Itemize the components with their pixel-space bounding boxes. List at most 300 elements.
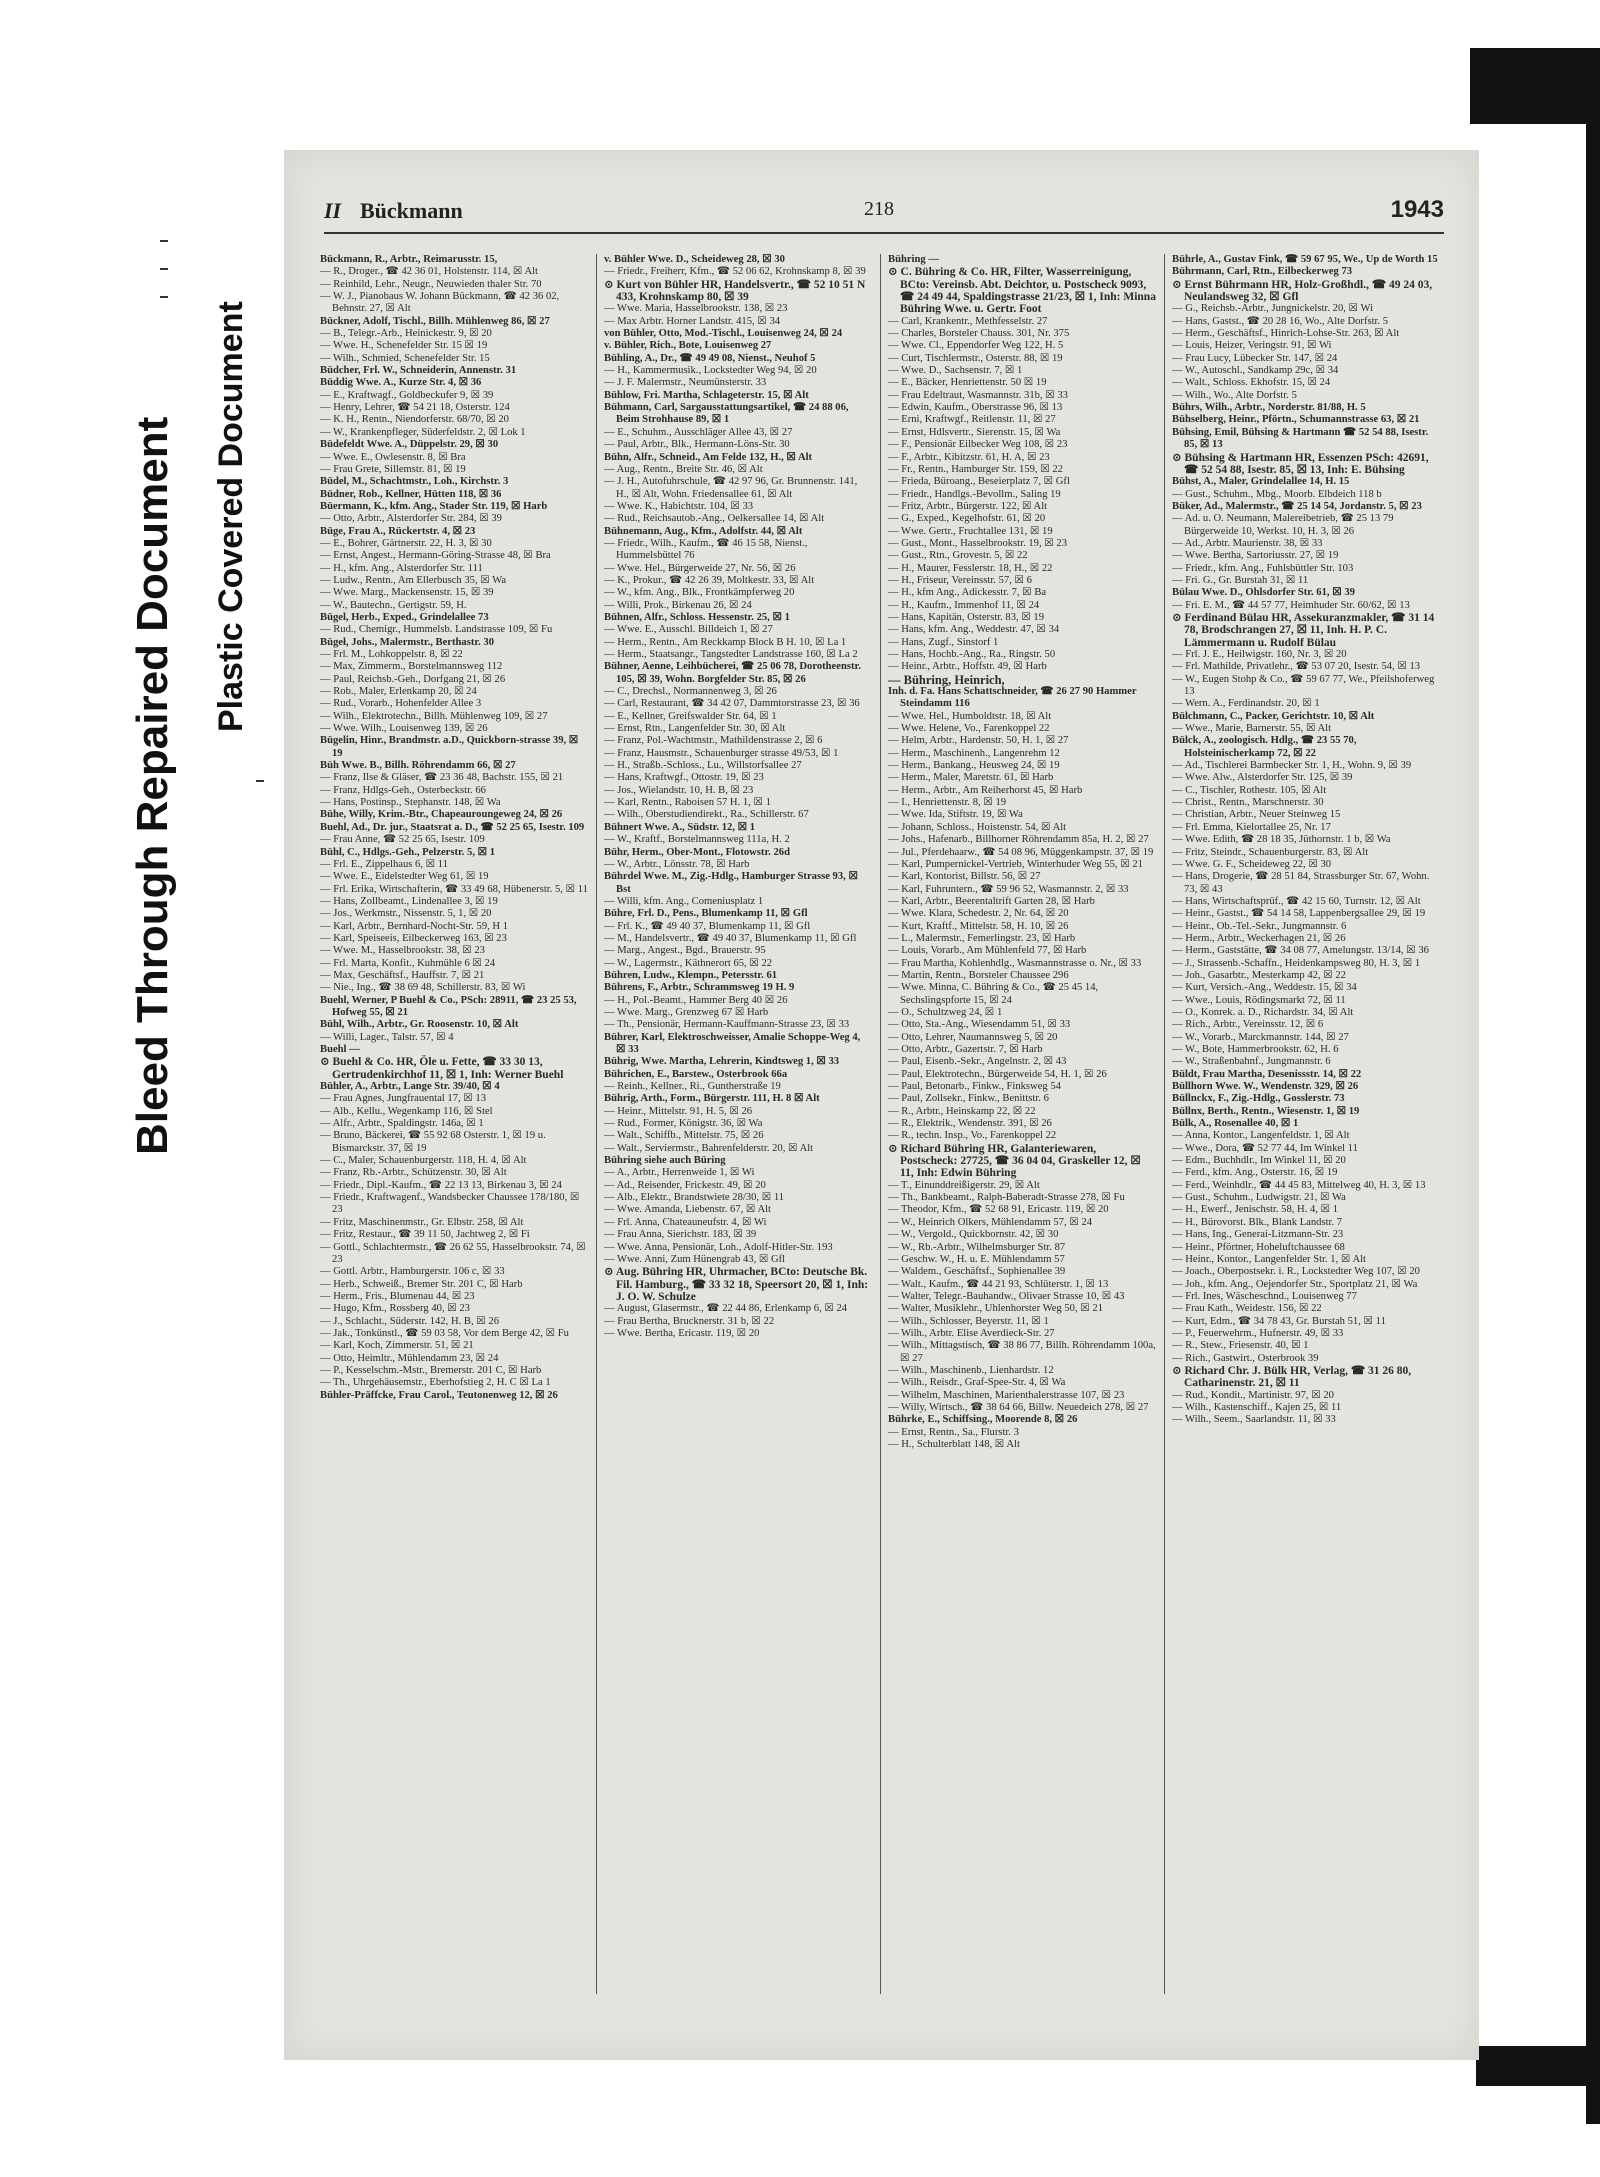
- directory-entry: — Wilh., Kastenschiff., Kajen 25, ☒ 11: [1172, 1401, 1342, 1413]
- directory-entry: Büdel, M., Schachtmstr., Loh., Kirchstr. 3: [320, 476, 509, 488]
- directory-entry: — K., Prokur., ☎ 42 26 39, Moltkestr. 33, ☒ Alt: [604, 574, 815, 586]
- directory-entry: — Wwe. E., Owlesenstr. 8, ☒ Bra: [320, 451, 466, 463]
- directory-entry: Bühren, Ludw., Klempn., Petersstr. 61: [604, 969, 778, 981]
- directory-entry: — Paul, Eisenb.-Sekr., Angelnstr. 2, ☒ 43: [888, 1056, 1067, 1068]
- volume-number: II: [324, 198, 342, 223]
- directory-entry: — O., Schultzweg 24, ☒ 1: [888, 1006, 1003, 1018]
- directory-entry: — Frau Lucy, Lübecker Str. 147, ☒ 24: [1172, 352, 1338, 364]
- directory-entry: — Rud., Former, Königstr. 36, ☒ Wa: [604, 1118, 763, 1130]
- directory-entry: — Max Arbtr. Horner Landstr. 415, ☒ 34: [604, 315, 781, 327]
- directory-entry: Bühling, A., Dr., ☎ 49 49 08, Nienst., Neuhof 5: [604, 352, 816, 364]
- directory-entry: — Th., Pensionär, Hermann-Kauffmann-Strasse 23, ☒ 33: [604, 1019, 850, 1031]
- directory-entry: — Walter, Telegr.-Bauhandw., Olivaer Strasse 10, ☒ 43: [888, 1290, 1125, 1302]
- bleed-through-repaired-label: Bleed Through Repaired Document: [128, 416, 177, 1155]
- directory-entry: — C., Drechsl., Normannenweg 3, ☒ 26: [604, 686, 777, 698]
- directory-entry: Bühler-Präffcke, Frau Carol., Teutonenweg 12, ☒ 26: [320, 1389, 558, 1401]
- directory-entry: — Wwe. G. F., Scheideweg 22, ☒ 30: [1172, 858, 1332, 870]
- directory-entry: — H., kfm Ang., Adickesstr. 7, ☒ Ba: [888, 587, 1047, 599]
- directory-entry: — Frieda, Büroang., Beseierplatz 7, ☒ Gfl: [888, 476, 1070, 488]
- directory-entry: — Wwe. Anni, Zum Hünengrab 43, ☒ Gfl: [604, 1253, 786, 1265]
- directory-entry: Bühn, Alfr., Schneid., Am Felde 132, H., ☒ Alt: [604, 451, 813, 463]
- header-rule: [324, 232, 1444, 234]
- directory-entry: Bühring —: [888, 254, 939, 265]
- directory-entry: Bühnemann, Aug., Kfm., Adolfstr. 44, ☒ Alt: [604, 525, 803, 537]
- directory-entry: — H., kfm. Ang., Alsterdorfer Str. 111: [320, 562, 483, 574]
- directory-entry: — Curt, Tischlermstr., Osterstr. 88, ☒ 19: [888, 352, 1063, 364]
- directory-entry: — Willi, Prok., Birkenau 26, ☒ 24: [604, 599, 752, 611]
- directory-entry: — G., Reichsb.-Arbtr., Jungnickelstr. 20, ☒ Wi: [1172, 303, 1374, 315]
- directory-entry: — M., Handelsvertr., ☎ 49 40 37, Blumenkamp 11, ☒ Gfl: [604, 932, 857, 944]
- directory-entry: — Gust., Schuhm., Ludwigstr. 21, ☒ Wa: [1172, 1192, 1346, 1204]
- directory-entry: — Hans, Ing., Generai-Litzmann-Str. 23: [1172, 1229, 1344, 1241]
- directory-entry: — Wwe. D., Sachsenstr. 7, ☒ 1: [888, 365, 1023, 377]
- directory-entry: Bühlow, Fri. Martha, Schlageterstr. 15, ☒ Alt: [604, 389, 809, 401]
- directory-entry: — Johann, Schloss., Hoistenstr. 54, ☒ Alt: [888, 821, 1067, 833]
- directory-entry: ⊙ Ferdinand Bülau HR, Assekuranzmakler, ☎ 31 14 78, Brodschrangen 27, ☒ 11, Inh. H. P. C. Lämmermann u. Rudolf Bülau: [1172, 611, 1435, 649]
- directory-entry: Inh. d. Fa. Hans Schattschneider, ☎ 26 27 90 Hammer Steindamm 116: [888, 686, 1137, 710]
- directory-entry: Bügeł, Johs., Malermstr., Berthastr. 30: [320, 636, 494, 648]
- directory-entry: — L., Malermstr., Femerlingstr. 23, ☒ Harb: [888, 932, 1076, 944]
- year: 1943: [1390, 196, 1444, 223]
- directory-entry: — Jak., Tonkünstl., ☎ 59 03 58, Vor dem Berge 42, ☒ Fu: [320, 1327, 569, 1339]
- directory-entry: — Friedr., kfm. Ang., Fuhlsbüttler Str. 103: [1172, 562, 1354, 574]
- directory-entry: ⊙ Richard Chr. J. Bülk HR, Verlag, ☎ 31 26 80, Catharinenstr. 21, ☒ 11: [1172, 1364, 1412, 1390]
- directory-entry: Bühnert Wwe. A., Südstr. 12, ☒ 1: [604, 821, 756, 833]
- directory-entry: Bühselberg, Heinr., Pförtn., Schumannstrasse 63, ☒ 21: [1172, 414, 1420, 426]
- directory-entry: — Karl, Arbtr., Bernhard-Nocht-Str. 59, H 1: [320, 920, 509, 932]
- directory-entry: ⊙ Richard Bühring HR, Galanteriewaren, Postscheck: 27725, ☎ 36 04 04, Graskeller 12, ☒ 11, Inh: Edwin Bühring: [888, 1142, 1141, 1180]
- directory-entry: Büdefeldt Wwe. A., Düppelstr. 29, ☒ 30: [320, 439, 499, 451]
- directory-entry: — I., Henriettenstr. 8, ☒ 19: [888, 797, 1007, 809]
- directory-entry: — Wwe. Marg., Grenzweg 67 ☒ Harb: [604, 1006, 769, 1018]
- directory-entry: — Willi, kfm. Ang., Comeniusplatz 1: [604, 895, 764, 907]
- directory-entry: — Wwe. H., Schenefelder Str. 15 ☒ 19: [320, 340, 488, 352]
- directory-entry: — Hans, Postinsp., Stephanstr. 148, ☒ Wa: [320, 797, 501, 809]
- directory-entry: — Otto, Lehrer, Naumannsweg 5, ☒ 20: [888, 1031, 1058, 1043]
- directory-entry: — H., Schulterblatt 148, ☒ Alt: [888, 1439, 1020, 1450]
- directory-entry: — Wilh., Seem., Saarlandstr. 11, ☒ 33: [1172, 1414, 1336, 1426]
- directory-entry: — Wwe. Anna, Pensionär, Loh., Adolf-Hitler-Str. 193: [604, 1241, 833, 1253]
- directory-entry: Bührig, Wwe. Martha, Lehrerin, Kindtsweg 1, ☒ 33: [604, 1056, 840, 1068]
- directory-entry: — Nie., Ing., ☎ 38 69 48, Schillerstr. 83, ☒ Wi: [320, 982, 526, 994]
- directory-entry: — Fri. G., Gr. Burstah 31, ☒ 11: [1172, 574, 1309, 586]
- directory-entry: ⊙ Buehl & Co. HR, Öle u. Fette, ☎ 33 30 13, Gertrudenkirchhof 11, ☒ 1, Inh: Werner Buehl: [320, 1056, 564, 1081]
- scan-border-right: [1586, 124, 1600, 2124]
- directory-entry: Bühnen, Alfr., Schloss. Hessenstr. 25, ☒ 1: [604, 611, 790, 623]
- directory-entry: Bührig, Arth., Form., Bürgerstr. 111, H. 8 ☒ Alt: [604, 1093, 820, 1105]
- directory-entry: — Franz, Rb.-Arbtr., Schützenstr. 30, ☒ Alt: [320, 1167, 507, 1179]
- directory-entry: — Karl, Koch, Zimmerstr. 51, ☒ 21: [320, 1340, 474, 1352]
- directory-entry: — G., Exped., Kegelhofstr. 61, ☒ 20: [888, 513, 1046, 525]
- directory-entry: — H., Ewerf., Jenischstr. 58, H. 4, ☒ 1: [1172, 1204, 1339, 1216]
- directory-entry: — Herm., Geschäftsf., Hinrich-Lohse-Str. 263, ☒ Alt: [1172, 328, 1400, 340]
- directory-entry: — Wwe. M., Hasselbrookstr. 38, ☒ 23: [320, 945, 485, 957]
- directory-entry: — Wilh., Arbtr. Elise Averdieck-Str. 27: [888, 1327, 1055, 1339]
- directory-entry: Bühre, Frl. D., Pens., Blumenkamp 11, ☒ Gfl: [604, 908, 808, 920]
- directory-entry: — E., Bäcker, Henriettenstr. 50 ☒ 19: [888, 377, 1047, 389]
- directory-entry: — Franz, Ilse & Gläser, ☎ 23 36 48, Bachstr. 155, ☒ 21: [320, 772, 564, 784]
- directory-entry: v. Bühler Wwe. D., Scheideweg 28, ☒ 30: [604, 254, 785, 265]
- directory-entry: — Willi, Lager., Talstr. 57, ☒ 4: [320, 1031, 454, 1043]
- directory-entry: — Anna, Kontor., Langenfeldstr. 1, ☒ Alt: [1172, 1130, 1350, 1142]
- directory-entry: — Rich., Gastwirt., Osterbrook 39: [1172, 1352, 1319, 1364]
- directory-column-4: [1172, 254, 1440, 2014]
- directory-entry: — Th., Bankbeamt., Ralph-Baberadt-Strasse 278, ☒ Fu: [888, 1192, 1125, 1204]
- directory-entry: — Louis, Heizer, Veringstr. 91, ☒ Wi: [1172, 340, 1332, 352]
- directory-columns: [320, 254, 1440, 2014]
- directory-entry: — H., Kammermusik., Lockstedter Weg 94, ☒ 20: [604, 365, 817, 377]
- directory-entry: Büdner, Rob., Kellner, Hütten 118, ☒ 36: [320, 488, 502, 500]
- directory-entry: — Herm., Rentn., Am Reckkamp Block B H. 10, ☒ La 1: [604, 636, 847, 648]
- directory-entry: — Kurt, Edm., ☎ 34 78 43, Gr. Burstah 51, ☒ 11: [1172, 1315, 1386, 1327]
- directory-entry: — Theodor, Kfm., ☎ 52 68 91, Ericastr. 119, ☒ 20: [888, 1204, 1109, 1216]
- directory-entry: — Kurt, Kraftf., Mittelstr. 58, H. 10, ☒ 26: [888, 920, 1069, 932]
- directory-entry: — Reinhild, Lehr., Neugr., Neuwieden thaler Str. 70: [320, 278, 542, 290]
- directory-entry: — Kurt, Versich.-Ang., Weddestr. 15, ☒ 34: [1172, 982, 1357, 994]
- directory-entry: — Wwe. Klara, Schedestr. 2, Nr. 64, ☒ 20: [888, 908, 1069, 920]
- directory-entry: — Rud., Reichsautob.-Ang., Oelkersallee 14, ☒ Alt: [604, 513, 825, 525]
- directory-entry: — Ad., Tischlerei Barmbecker Str. 1, H., Wohn. 9, ☒ 39: [1172, 760, 1412, 772]
- directory-entry: — Heinr., Mittelstr. 91, H. 5, ☒ 26: [604, 1105, 753, 1117]
- directory-entry: Büldt, Frau Martha, Desenissstr. 14, ☒ 22: [1172, 1068, 1362, 1080]
- directory-entry: — Gottl. Arbtr., Hamburgerstr. 106 c, ☒ 33: [320, 1266, 505, 1278]
- directory-entry: — Wwe. Bertha, Ericastr. 119, ☒ 20: [604, 1327, 760, 1339]
- directory-entry: — Franz, Hausmstr., Schauenburger strasse 49/53, ☒ 1: [604, 747, 839, 759]
- directory-entry: — C., Tischler, Rothestr. 105, ☒ Alt: [1172, 784, 1327, 796]
- directory-entry: — B., Telegr.-Arb., Heinickestr. 9, ☒ 20: [320, 328, 492, 340]
- directory-entry: — W., Krankenpfleger, Süderfeldstr. 2, ☒ Lok 1: [320, 426, 526, 438]
- directory-entry: — Herm., Maschinenh., Langenrehm 12: [888, 747, 1060, 759]
- directory-entry: Bügelin, Hinr., Brandmstr. a.D., Quickborn-strasse 39, ☒ 19: [320, 735, 579, 759]
- directory-entry: — Rob., Maler, Erlenkamp 20, ☒ 24: [320, 686, 477, 698]
- directory-entry: — W., Autoschl., Sandkamp 29c, ☒ 34: [1172, 365, 1339, 377]
- directory-entry: — Paul, Arbtr., Blk., Hermann-Löns-Str. 30: [604, 439, 790, 451]
- directory-entry: — Alb., Kellu., Wegenkamp 116, ☒ Stel: [320, 1105, 493, 1117]
- directory-entry: — Marg., Angest., Bgd., Brauerstr. 95: [604, 945, 766, 957]
- directory-entry: Bühst, A., Maler, Grindelallee 14, H. 15: [1172, 476, 1350, 488]
- directory-entry: — W., Bote, Hammerbrookstr. 62, H. 6: [1172, 1044, 1339, 1055]
- directory-entry: Bülck, A., zoologisch. Hdlg., ☎ 23 55 70, Holsteinischerkamp 72, ☒ 22: [1172, 735, 1357, 759]
- directory-entry: — Fritz, Arbtr., Bürgerstr. 122, ☒ Alt: [888, 500, 1048, 512]
- directory-entry: Bülchmann, C., Packer, Gerichtstr. 10, ☒ Alt: [1172, 710, 1375, 722]
- directory-entry: — W., Kraftf., Borstelmannsweg 111a, H. 2: [604, 834, 790, 846]
- directory-entry: — H., Pol.-Beamt., Hammer Berg 40 ☒ 26: [604, 994, 788, 1006]
- directory-entry: — Ludw., Rentn., Am Ellerbusch 35, ☒ Wa: [320, 574, 507, 586]
- directory-entry: — Wilh., Wo., Alte Dorfstr. 5: [1172, 389, 1297, 401]
- directory-entry: — Frl. M., Lohkoppelstr. 8, ☒ 22: [320, 649, 463, 660]
- directory-entry: — Frau Anne, ☎ 52 25 65, Isestr. 109: [320, 834, 485, 846]
- directory-entry: — Bruno, Bäckerei, ☎ 55 92 68 Osterstr. 1, ☒ 19 u. Bismarckstr. 37, ☒ 19: [320, 1130, 546, 1154]
- directory-entry: — R., Droger., ☎ 42 36 01, Holstenstr. 114, ☒ Alt: [320, 266, 538, 278]
- directory-entry: — Th., Uhrgehäusemstr., Eberhofstieg 2, H. C ☒ La 1: [320, 1377, 551, 1389]
- crop-tick: [256, 780, 264, 782]
- directory-entry: — Herb., Schweiß., Bremer Str. 201 C, ☒ Harb: [320, 1278, 523, 1290]
- directory-entry: — Wwe., Dora, ☎ 52 77 44, Im Winkel 11: [1172, 1142, 1358, 1154]
- directory-entry: — Heinr., Gastst., ☎ 54 14 58, Lappenbergsallee 29, ☒ 19: [1172, 908, 1426, 920]
- directory-entry: — Hans, Zollbeamt., Lindenallee 3, ☒ 19: [320, 895, 498, 907]
- directory-entry: — Walt., Schiffb., Mittelstr. 75, ☒ 26: [604, 1130, 764, 1142]
- directory-entry: — Franz, Hdlgs-Geh., Osterbeckstr. 66: [320, 784, 486, 796]
- directory-entry: — H., Straßb.-Schloss., Lu., Willstorfsallee 27: [604, 760, 802, 772]
- directory-entry: — E., Bohrer, Gärtnerstr. 22, H. 3, ☒ 30: [320, 537, 492, 549]
- directory-entry: Büker, Ad., Malermstr., ☎ 25 14 54, Jordanstr. 5, ☒ 23: [1172, 500, 1422, 512]
- plastic-covered-label: Plastic Covered Document: [212, 301, 250, 732]
- crop-tick: [160, 268, 168, 270]
- directory-entry: — Gust., Mont., Hasselbrookstr. 19, ☒ 23: [888, 537, 1067, 549]
- directory-entry: Bückmann, R., Arbtr., Reimarusstr. 15,: [320, 254, 498, 265]
- directory-entry: — Hans, kfm. Ang., Weddestr. 47, ☒ 34: [888, 624, 1060, 636]
- directory-entry: — Franz, Pol.-Wachtmstr., Mathildenstrasse 2, ☒ 6: [604, 735, 823, 747]
- directory-page: [284, 150, 1479, 2060]
- directory-entry: — Wwe. E., Eidelstedter Weg 61, ☒ 19: [320, 871, 489, 883]
- directory-entry: — Frl. J. E., Heilwigstr. 160, Nr. 3, ☒ 20: [1172, 649, 1347, 660]
- directory-entry: — Wilh., Elektrotechn., Billh. Mühlenweg 109, ☒ 27: [320, 710, 548, 722]
- directory-entry: — Walt., Serviermstr., Bahrenfelderstr. 20, ☒ Alt: [604, 1142, 814, 1154]
- directory-entry: — Wwe. Bertha, Sartoriusstr. 27, ☒ 19: [1172, 550, 1339, 562]
- directory-entry: — Friedr., Dipl.-Kaufm., ☎ 22 13 13, Birkenau 3, ☒ 24: [320, 1179, 562, 1191]
- directory-entry: — J. H., Autofuhrschule, ☎ 42 97 96, Gr. Brunnenstr. 141, H., ☒ Alt, Wohn. Friedensallee 61, ☒ Alt: [604, 476, 858, 500]
- directory-entry: — Joh., kfm. Ang., Oejendorfer Str., Sportplatz 21, ☒ Wa: [1172, 1278, 1418, 1290]
- directory-entry: — R., Stew., Friesenstr. 40, ☒ 1: [1172, 1340, 1309, 1352]
- directory-entry: ⊙ C. Bühring & Co. HR, Filter, Wasserreinigung, BCto: Vereinsb. Abt. Deichtor, u. Postscheck 9093, ☎ 24 49 44, Spaldingstrasse 21/23, ☒ 1, Inh: Minna Bühring Wwe. u. Gertr. Foot: [888, 266, 1156, 316]
- directory-entry: v. Bühler, Rich., Bote, Louisenweg 27: [604, 340, 772, 352]
- directory-entry: — W., Eugen Stohp & Co., ☎ 59 67 77, We., Pfeilshoferweg 13: [1172, 673, 1435, 698]
- directory-entry: — P., Feuerwehrm., Hufnerstr. 49, ☒ 33: [1172, 1327, 1344, 1339]
- directory-entry: Bügel, Herb., Exped., Grindelallee 73: [320, 611, 489, 623]
- directory-column-2: [604, 254, 872, 2014]
- directory-entry: — R., Elektrik., Wendenstr. 391, ☒ 26: [888, 1118, 1052, 1130]
- crop-tick: [160, 296, 168, 298]
- directory-entry: — H., Bürovorst. Blk., Blank Landstr. 7: [1172, 1216, 1343, 1228]
- directory-entry: — W., kfm. Ang., Blk., Frontkämpferweg 20: [604, 587, 795, 599]
- directory-entry: — Fritz, Steindr., Schauenburgerstr. 83, ☒ Alt: [1172, 846, 1369, 858]
- directory-entry: Bühmann, Carl, Sargausstattungsartikel, ☎ 24 88 06, Beim Strohhause 89, ☒ 1: [604, 402, 849, 426]
- directory-entry: Bührle, A., Gustav Fink, ☎ 59 67 95, We., Up de Worth 15: [1172, 254, 1438, 265]
- directory-entry: — Herm., Arbtr., Weckerhagen 21, ☒ 26: [1172, 932, 1346, 944]
- directory-entry: — Wilh., Oberstudiendirekt., Ra., Schillerstr. 67: [604, 809, 809, 821]
- directory-entry: — Ernst, Rentn., Sa., Flurstr. 3: [888, 1426, 1019, 1438]
- directory-entry: — Paul, Reichsb.-Geh., Dorfgang 21, ☒ 26: [320, 673, 506, 685]
- directory-entry: — Wwe. Hel., Humboldtstr. 18, ☒ Alt: [888, 710, 1052, 722]
- directory-entry: — Ferd., kfm. Ang., Osterstr. 16, ☒ 19: [1172, 1167, 1338, 1179]
- directory-entry: Bülau Wwe. D., Ohlsdorfer Str. 61, ☒ 39: [1172, 587, 1355, 599]
- directory-entry: — Ferd., Weinhdlr., ☎ 44 45 83, Mittelweg 40, H. 3, ☒ 13: [1172, 1179, 1426, 1191]
- directory-entry: ⊙ Kurt von Bühler HR, Handelsvertr., ☎ 52 10 51 N 433, Krohnskamp 80, ☒ 39: [604, 278, 866, 304]
- directory-entry: Büh Wwe. B., Billh. Röhrendamm 66, ☒ 27: [320, 760, 516, 772]
- directory-entry: — Hans, Zugf., Sinstorf 1: [888, 636, 999, 648]
- directory-entry: — Jos., Werkmstr., Nissenstr. 5, 1, ☒ 20: [320, 908, 492, 920]
- directory-entry: — Wwe. Hel., Bürgerweide 27, Nr. 56, ☒ 26: [604, 562, 796, 574]
- directory-entry: — F., Arbtr., Kibitzstr. 61, H. A, ☒ 23: [888, 451, 1050, 463]
- directory-entry: — Joh., Gasarbtr., Mesterkamp 42, ☒ 22: [1172, 969, 1346, 981]
- directory-entry: — Aug., Rentn., Breite Str. 46, ☒ Alt: [604, 463, 763, 475]
- column-rule: [1164, 254, 1165, 1994]
- directory-entry: — Wwe. Alw., Alsterdorfer Str. 125, ☒ 39: [1172, 772, 1353, 784]
- directory-entry: — Carl, Restaurant, ☎ 34 42 07, Dammtorstrasse 23, ☒ 36: [604, 698, 860, 710]
- directory-entry: — Hans, Kapitän, Osterstr. 83, ☒ 19: [888, 611, 1045, 623]
- directory-entry: — Ernst, Rtn., Langenfelder Str. 30, ☒ Alt: [604, 723, 786, 735]
- directory-entry: — Friedr., Freiherr, Kfm., ☎ 52 06 62, Krohnskamp 8, ☒ 39: [604, 266, 866, 278]
- directory-entry: — Fr., Rentn., Hamburger Str. 159, ☒ 22: [888, 463, 1063, 475]
- directory-entry: Bührens, F., Arbtr., Schrammsweg 19 H. 9: [604, 982, 795, 994]
- directory-entry: — Herm., Arbtr., Am Reiherhorst 45, ☒ Harb: [888, 784, 1083, 796]
- directory-entry: — August, Glasermstr., ☎ 22 44 86, Erlenkamp 6, ☒ 24: [604, 1303, 848, 1315]
- directory-entry: Bückner, Adolf, Tischl., Billh. Mühlenweg 86, ☒ 27: [320, 315, 550, 327]
- directory-entry: Bührer, Karl, Elektroschweisser, Amalie Schoppe-Weg 4, ☒ 33: [604, 1031, 861, 1055]
- directory-entry: — Hans, Wirtschaftsprüf., ☎ 42 15 60, Turnstr. 12, ☒ Alt: [1172, 895, 1421, 907]
- running-head-name: Bückmann: [360, 198, 463, 223]
- directory-entry: — Herm., Staatsangr., Tangstedter Landstrasse 160, ☒ La 2: [604, 649, 858, 660]
- directory-entry: — Gottl., Schlachtermstr., ☎ 26 62 55, Hasselbrookstr. 74, ☒ 23: [320, 1241, 586, 1265]
- directory-entry: — Friedr., Wilh., Kaufm., ☎ 46 15 58, Nienst., Hummelsbüttel 76: [604, 537, 808, 562]
- directory-entry: — Rud., Chemigr., Hummelsb. Landstrasse 109, ☒ Fu: [320, 624, 553, 636]
- directory-entry: — Wilh., Schlosser, Beyerstr. 11, ☒ 1: [888, 1315, 1049, 1327]
- directory-entry: — J. F. Malermstr., Neumünsterstr. 33: [604, 377, 767, 389]
- directory-entry: Bührke, E., Schiffsing., Moorende 8, ☒ 26: [888, 1414, 1078, 1426]
- directory-entry: Büddig Wwe. A., Kurze Str. 4, ☒ 36: [320, 377, 482, 389]
- directory-entry: — Karl, Speiseeis, Eilbeckerweg 163, ☒ 23: [320, 932, 507, 944]
- directory-entry: — Frl. K., ☎ 49 40 37, Blumenkamp 11, ☒ Gfl: [604, 920, 811, 932]
- directory-entry: — Waldem., Geschäftsf., Sophienallee 39: [888, 1266, 1066, 1278]
- directory-entry: — Johs., Hafenarb., Billhorner Röhrendamm 85a, H. 2, ☒ 27: [888, 834, 1149, 846]
- directory-entry: — Charles, Borsteler Chauss. 301, Nr. 375: [888, 328, 1070, 340]
- directory-entry: Buehl, Ad., Dr. jur., Staatsrat a. D., ☎ 52 25 65, Isestr. 109: [320, 821, 585, 833]
- directory-entry: — Max, Geschäftsf., Hauffstr. 7, ☒ 21: [320, 969, 485, 981]
- directory-entry: — Fri. E. M., ☎ 44 57 77, Heimhuder Str. 60/62, ☒ 13: [1172, 599, 1410, 611]
- directory-entry: Bührdel Wwe. M., Zig.-Hdlg., Hamburger Strasse 93, ☒ Bst: [604, 871, 858, 895]
- directory-entry: — E., Kellner, Greifswalder Str. 64, ☒ 1: [604, 710, 777, 722]
- directory-entry: — Heinr., Pförtner, Hoheluftchaussee 68: [1172, 1241, 1345, 1253]
- column-rule: [880, 254, 881, 1994]
- directory-entry: — O., Konrek. a. D., Richardstr. 34, ☒ Alt: [1172, 1006, 1354, 1018]
- directory-entry: — W., Lagermstr., Käthnerort 65, ☒ 22: [604, 957, 773, 969]
- directory-entry: — Frl. Emma, Kielortallee 25, Nr. 17: [1172, 821, 1331, 833]
- directory-entry: — Friedr., Kraftwagenf., Wandsbecker Chaussee 178/180, ☒ 23: [320, 1192, 580, 1216]
- directory-entry: — Frl. Marta, Konfit., Kuhmühle 6 ☒ 24: [320, 957, 496, 969]
- directory-entry: — Fritz, Maschinenmstr., Gr. Elbstr. 258, ☒ Alt: [320, 1216, 524, 1228]
- page-header: [324, 198, 1444, 228]
- directory-entry: — H., Kaufm., Immenhof 11, ☒ 24: [888, 599, 1040, 611]
- directory-entry: — Friedr., Handlgs.-Bevollm., Saling 19: [888, 488, 1061, 500]
- directory-entry: — H., Maurer, Fesslerstr. 18, H., ☒ 22: [888, 562, 1053, 574]
- directory-entry: — W., Vergold., Quickbornstr. 42, ☒ 30: [888, 1229, 1059, 1241]
- directory-entry: — Wwe. Amanda, Liebenstr. 67, ☒ Alt: [604, 1204, 772, 1216]
- directory-entry: — K. H., Rentn., Niendorferstr. 68/70, ☒ 20: [320, 414, 509, 426]
- directory-entry: — Frau Anna, Sierichstr. 183, ☒ 39: [604, 1229, 757, 1241]
- directory-entry: — Frau Kath., Weidestr. 156, ☒ 22: [1172, 1303, 1322, 1315]
- directory-entry: — Wwe. Helene, Vo., Farenkoppel 22: [888, 723, 1050, 735]
- directory-entry: — Wwe. Marg., Mackensenstr. 15, ☒ 39: [320, 587, 494, 599]
- directory-entry: — Wwe., Louis, Rödingsmarkt 72, ☒ 11: [1172, 994, 1346, 1006]
- scan-border-top-right: [1470, 48, 1600, 124]
- directory-entry: — Gust., Rtn., Grovestr. 5, ☒ 22: [888, 550, 1028, 562]
- directory-entry: — Karl, Fuhruntern., ☎ 59 96 52, Wasmannstr. 2, ☒ 33: [888, 883, 1129, 895]
- directory-entry: — Alb., Elektr., Brandstwiete 28/30, ☒ 11: [604, 1192, 785, 1204]
- directory-entry: — Jos., Wielandstr. 10, H. B, ☒ 23: [604, 784, 754, 796]
- directory-entry: — Walter, Musiklehr., Uhlenhorster Weg 50, ☒ 21: [888, 1303, 1103, 1315]
- directory-entry: — A., Arbtr., Herrenweide 1, ☒ Wi: [604, 1167, 755, 1179]
- directory-entry: — Edm., Buchhdlr., Im Winkel 11, ☒ 20: [1172, 1155, 1346, 1167]
- directory-entry: — Reinh., Kellner., Ri., Guntherstraße 19: [604, 1081, 781, 1093]
- directory-entry: — Wwe., Marie, Barnerstr. 55, ☒ Alt: [1172, 723, 1332, 735]
- column-rule: [596, 254, 597, 1994]
- directory-entry: — W. J., Pianobaus W. Johann Bückmann, ☎ 42 36 02, Behnstr. 27, ☒ Alt: [320, 291, 560, 315]
- directory-entry: Bührichen, E., Barstew., Osterbrook 66a: [604, 1068, 788, 1080]
- directory-entry: — R., techn. Insp., Vo., Farenkoppel 22: [888, 1130, 1057, 1142]
- directory-entry: — Hugo, Kfm., Rossberg 40, ☒ 23: [320, 1303, 470, 1315]
- page-number: 218: [864, 198, 894, 220]
- directory-entry: Bühsing, Emil, Bühsing & Hartmann ☎ 52 54 88, Isestr. 85, ☒ 13: [1172, 426, 1429, 451]
- directory-entry: Buehl, Werner, P Buehl & Co., PSch: 28911, ☎ 23 25 53, Hofweg 55, ☒ 21: [320, 994, 577, 1018]
- directory-entry: — J., Schlacht., Süderstr. 142, H. B, ☒ 26: [320, 1315, 499, 1327]
- directory-entry: — Joach., Oberpostsekr. i. R., Lockstedter Weg 107, ☒ 20: [1172, 1266, 1420, 1278]
- directory-entry: — Frau Grete, Sillemstr. 81, ☒ 19: [320, 463, 466, 475]
- directory-entry: Büllnx, Berth., Rentn., Wiesenstr. 1, ☒ 19: [1172, 1105, 1360, 1117]
- directory-entry: — Heinr., Arbtr., Hoffstr. 49, ☒ Harb: [888, 661, 1047, 673]
- directory-entry: — Ad., Arbtr. Maurienstr. 38, ☒ 33: [1172, 537, 1323, 549]
- directory-entry: — Wilhelm, Maschinen, Marienthalerstrasse 107, ☒ 23: [888, 1389, 1125, 1401]
- directory-entry: — W., Heinrich Olkers, Mühlendamm 57, ☒ 24: [888, 1216, 1092, 1228]
- directory-entry: Buehl —: [320, 1044, 360, 1055]
- directory-entry: — Otto, Heimltr., Mühlendamm 23, ☒ 24: [320, 1352, 499, 1364]
- directory-entry: — T., Einunddreißigerstr. 29, ☒ Alt: [888, 1179, 1040, 1191]
- directory-entry: — Heinr., Ob.-Tel.-Sekr., Jungmannstr. 6: [1172, 920, 1347, 932]
- directory-entry: Bührmann, Carl, Rtn., Eilbeckerweg 73: [1172, 266, 1353, 278]
- directory-entry: — Henry, Lehrer, ☎ 54 21 18, Osterstr. 124: [320, 402, 510, 414]
- directory-entry: — Wilh., Maschinenb., Lienhardstr. 12: [888, 1364, 1054, 1376]
- directory-entry: — E., Kraftwagf., Goldbeckufer 9, ☒ 39: [320, 389, 494, 401]
- directory-entry: Büllnckx, F., Zig.-Hdlg., Gosslerstr. 73: [1172, 1093, 1345, 1105]
- directory-entry: — Erni, Kraftwgf., Reitlenstr. 11, ☒ 27: [888, 414, 1056, 426]
- directory-entry: — Rich., Arbtr., Vereinsstr. 12, ☒ 6: [1172, 1019, 1324, 1031]
- directory-entry: — Rud., Vorarb., Hohenfelder Allee 3: [320, 698, 482, 710]
- directory-column-1: [320, 254, 588, 2014]
- directory-entry: — Frl. E., Zippelhaus 6, ☒ 11: [320, 858, 448, 870]
- directory-entry: — H., Friseur, Vereinsstr. 57, ☒ 6: [888, 574, 1032, 586]
- directory-entry: — Louis, Vorarb., Am Mühlenfeld 77, ☒ Harb: [888, 945, 1087, 957]
- directory-entry: — Walt., Kaufm., ☎ 44 21 93, Schlüterstr. 1, ☒ 13: [888, 1278, 1109, 1290]
- directory-entry: — Wwe. Cl., Eppendorfer Weg 122, H. 5: [888, 340, 1064, 352]
- directory-entry: — Alfr., Arbtr., Spaldingstr. 146a, ☒ 1: [320, 1118, 484, 1130]
- directory-entry: — P., Kesselschm.-Mstr., Bremerstr. 201 C, ☒ Harb: [320, 1364, 542, 1376]
- directory-entry: Büermann, K., kfm. Ang., Stader Str. 119, ☒ Harb: [320, 500, 548, 512]
- directory-entry: — Walt., Schloss. Ekhofstr. 15, ☒ 24: [1172, 377, 1331, 389]
- directory-entry: — W., Arbtr., Lönsstr. 78, ☒ Harb: [604, 858, 750, 870]
- directory-entry: — Helm, Arbtr., Hardenstr. 50, H. 1, ☒ 27: [888, 735, 1069, 747]
- directory-column-3: [888, 254, 1156, 2014]
- directory-entry: — Hans, Drogerie, ☎ 28 51 84, Strassburger Str. 67, Wohn. 73, ☒ 43: [1172, 871, 1430, 895]
- directory-entry: Büge, Frau A., Rückertstr. 4, ☒ 23: [320, 525, 476, 537]
- scan-border-bottom-right: [1476, 2046, 1600, 2086]
- directory-entry: — Wwe. K., Habichtstr. 104, ☒ 33: [604, 500, 754, 512]
- directory-entry: — Frau Martha, Kohlenhdlg., Wasmannstrasse o. Nr., ☒ 33: [888, 957, 1142, 969]
- directory-entry: — Wwe. Edith, ☎ 28 18 35, Jüthornstr. 1 b, ☒ Wa: [1172, 834, 1391, 846]
- directory-entry: — Gust., Schuhm., Mbg., Moorb. Elbdeich 118 b: [1172, 488, 1382, 500]
- directory-entry: Bührs, Wilh., Arbtr., Norderstr. 81/88, H. 5: [1172, 402, 1366, 414]
- directory-entry: — Bühring, Heinrich,: [888, 672, 1005, 687]
- directory-entry: — E., Schuhm., Ausschläger Allee 43, ☒ 27: [604, 426, 793, 438]
- directory-entry: Bühe, Willy, Krim.-Btr., Chapeauroungeweg 24, ☒ 26: [320, 809, 563, 821]
- directory-entry: — Wwe. Gertr., Fruchtallee 131, ☒ 19: [888, 525, 1053, 537]
- directory-entry: Bühl, Wilh., Arbtr., Gr. Roosenstr. 10, ☒ Alt: [320, 1019, 519, 1031]
- directory-entry: — Wilh., Reisdr., Graf-Spee-Str. 4, ☒ Wa: [888, 1377, 1066, 1389]
- directory-entry: ⊙ Bühsing & Hartmann HR, Essenzen PSch: 42691, ☎ 52 54 88, Isestr. 85, ☒ 13, Inh: E. Bühsing: [1172, 451, 1429, 476]
- directory-entry: Bühner, Aenne, Leihbücherei, ☎ 25 06 78, Dorotheenstr. 105, ☒ 39, Wohn. Borgfelder Str. 85, ☒ 26: [604, 661, 861, 685]
- directory-entry: — Karl, Pumpernickel-Vertrieb, Winterhuder Weg 55, ☒ 21: [888, 858, 1143, 870]
- scan-annotation-strip: [0, 0, 285, 2177]
- directory-entry: — Paul, Zollsekr., Finkw., Benittstr. 6: [888, 1093, 1049, 1105]
- directory-entry: — Wwe. E., Ausschl. Billdeich 1, ☒ 27: [604, 624, 773, 636]
